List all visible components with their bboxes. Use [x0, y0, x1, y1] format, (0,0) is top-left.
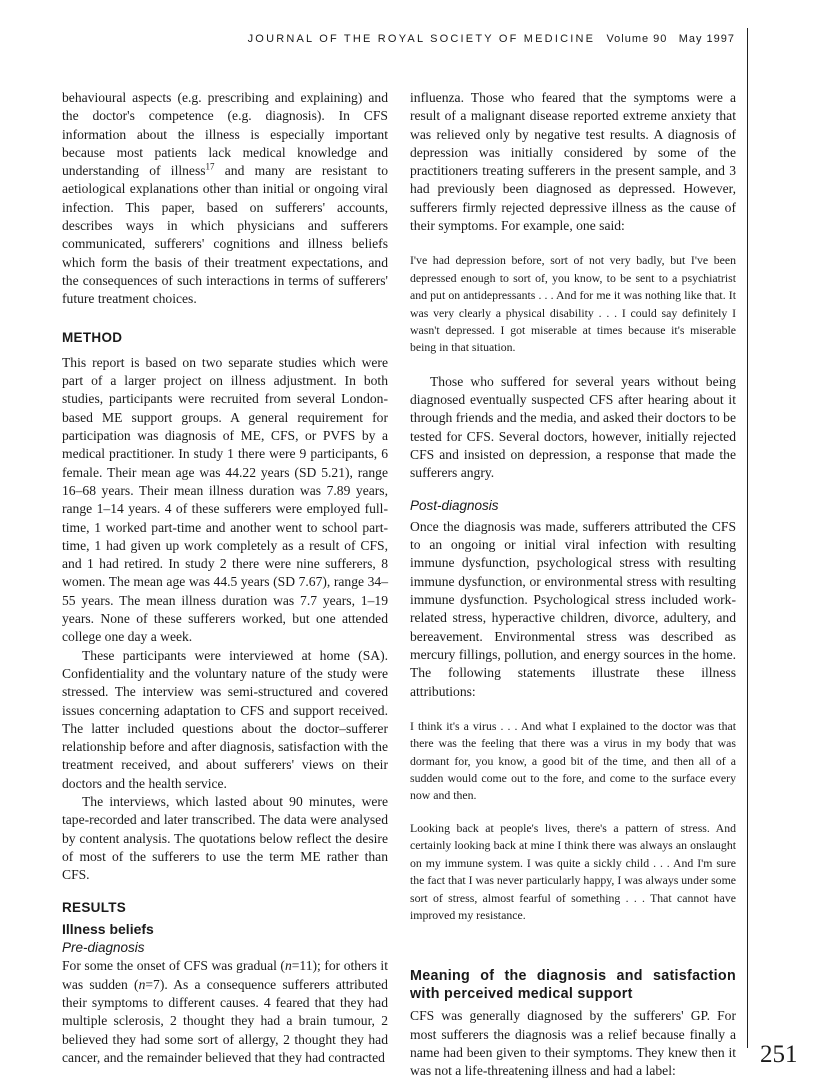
- right-column: [410, 89, 736, 1081]
- n-symbol: n: [284, 958, 292, 974]
- depression-quote: I've had depression before, sort of not very badly, but I've been depressed enough to sort of, you know, to be sent to a psychiatrist and put on antidepressants . . . And for me it was nothing like that. It was very clearly a physical disability . . . I could say definitely I wasn't depressed. I got miserable at times because it's miserable being in that situation.: [410, 253, 736, 355]
- pre-diagnosis-heading: Pre-diagnosis: [62, 940, 145, 956]
- journal-name: JOURNAL OF THE ROYAL SOCIETY OF MEDICINE: [247, 33, 596, 45]
- pre-diagnosis-paragraph: [62, 957, 388, 1067]
- method-paragraph-1: This report is based on two separate studies which were part of a larger project on illness adjustment. In both studies, participants were recruited from several London-based ME support groups. A general requirement for participation was diagnosis of ME, CFS, or PVFS by a medical practitioner. In study 1 there were 9 participants, 6 female. Their mean age was 44.22 years (SD 5.21), range 16–68 years. Their mean illness duration was 7.89 years, range 1–14 years. 4 of these sufferers were employed full-time, 1 worked part-time and another went to school part-time, 1 had given up work completely as a result of CFS, and 1 had retired. In study 2 there were nine sufferers, 8 women. The mean age was 44.5 years (SD 7.67), range 34–55 years. The mean illness duration was 7.7 years, 1–19 years. None of these sufferers worked, but one attended college one day a week.: [62, 354, 388, 645]
- prediag-text-b: =11); for others it was sudden (: [62, 958, 388, 992]
- intro-text-b: and many are resistant to aetiological explanations other than initial or ongoing viral infection. This paper, based on sufferers' accounts, describes ways in which physicians and sufferers communicated, sufferers' cognitions and illness beliefs which form the basis of their treatment expectations, and the consequences of such interactions in terms of sufferers' future treatment choices.: [62, 163, 388, 307]
- illness-beliefs-heading: Illness beliefs: [62, 920, 154, 937]
- issue-date: May 1997: [678, 33, 735, 45]
- page-number: 251: [760, 1041, 798, 1068]
- volume: Volume 90: [606, 33, 668, 45]
- meaning-heading: Meaning of the diagnosis and satisfaction with perceived medical support: [410, 968, 736, 1003]
- n-symbol: n: [138, 976, 146, 992]
- running-header: [240, 33, 735, 45]
- stress-quote: Looking back at people's lives, there's a pattern of stress. And certainly looking back at mine I think there was always an onslaught on my immune system. I was quite a sickly child . . . And I'm sure the fact that I was never particularly happy, I was always under some sort of stress, almost fearful of something . . . That cannot have improved my resistance.: [410, 820, 736, 922]
- intro-paragraph: [62, 89, 388, 309]
- results-heading: RESULTS: [62, 900, 127, 916]
- citation-superscript: 17: [205, 161, 215, 172]
- margin-rule: [747, 28, 748, 1048]
- influenza-paragraph: influenza. Those who feared that the symptoms were a result of a malignant disease reported extreme anxiety that was relieved only by negative test results. A diagnosis of depression was initially considered by some of the practitioners treating sufferers in the present sample, and 3 had previously been diagnosed as depressed. However, sufferers firmly rejected depressive illness as the cause of their symptoms. For example, one said:: [410, 90, 736, 234]
- diagnosis-delay-paragraph: Those who suffered for several years without being diagnosed eventually suspected CFS after hearing about it through friends and the media, and asked their doctors to be tested for CFS. Several doctors, however, initially rejected CFS and insisted on depression, a response that made the sufferers angry.: [410, 373, 736, 481]
- meaning-paragraph: CFS was generally diagnosed by the sufferers' GP. For most sufferers the diagnosis was a relief because finally a name had been given to their symptoms. They knew then it was not a life-threatening illness and had a label:: [410, 1008, 736, 1079]
- virus-quote: I think it's a virus . . . And what I explained to the doctor was that there was the feeling that there was a virus in my body that was dormant for, you know, a good bit of the time, and then all of a sudden would come out to the fore, and come to the surface every now and then.: [410, 718, 736, 803]
- method-heading: METHOD: [62, 329, 123, 345]
- prediag-text-c: =7). As a consequence sufferers attributed their symptoms to different causes. 4 feared that they had multiple sclerosis, 2 thought they had a brain tumour, 2 believed they had some sort of allergy, 2 thought they had cancer, and the remainder believed that they had contracted: [62, 976, 388, 1065]
- method-paragraph-2: These participants were interviewed at home (SA). Confidentiality and the voluntary nature of the study were stressed. The interview was semi-structured and covered issues concerning adaptation to CFS and support received. The latter included questions about the doctor–sufferer relationship before and after diagnosis, satisfaction with the treatment received, and about sufferers' views on their doctors and the health service.: [62, 647, 388, 791]
- intro-text-a: behavioural aspects (e.g. prescribing and explaining) and the doctor's competence (e.g. diagnosis). In CFS information about the illness is especially important because most patients lack medical knowledge and understanding of illness: [62, 90, 388, 179]
- post-diagnosis-heading: Post-diagnosis: [410, 497, 499, 513]
- prediag-text-a: For some the onset of CFS was gradual (: [62, 958, 285, 974]
- left-column: [62, 89, 388, 1067]
- method-paragraph-3: The interviews, which lasted about 90 minutes, were tape-recorded and later transcribed. The data were analysed by content analysis. The quotations below reflect the desire of most of the sufferers to use the term ME rather than CFS.: [62, 793, 388, 883]
- post-diagnosis-paragraph: Once the diagnosis was made, sufferers attributed the CFS to an ongoing or initial viral infection with resulting immune dysfunction, psychological stress with resulting immune dysfunction, or environmental stress with resulting immune dysfunction. Psychological stress included work-related stress, hyperactive children, divorce, adultery, and bereavement. Environmental stress was described as mercury fillings, pollution, and energy sources in the home. The following statements illustrate these illness attributions:: [410, 518, 736, 699]
